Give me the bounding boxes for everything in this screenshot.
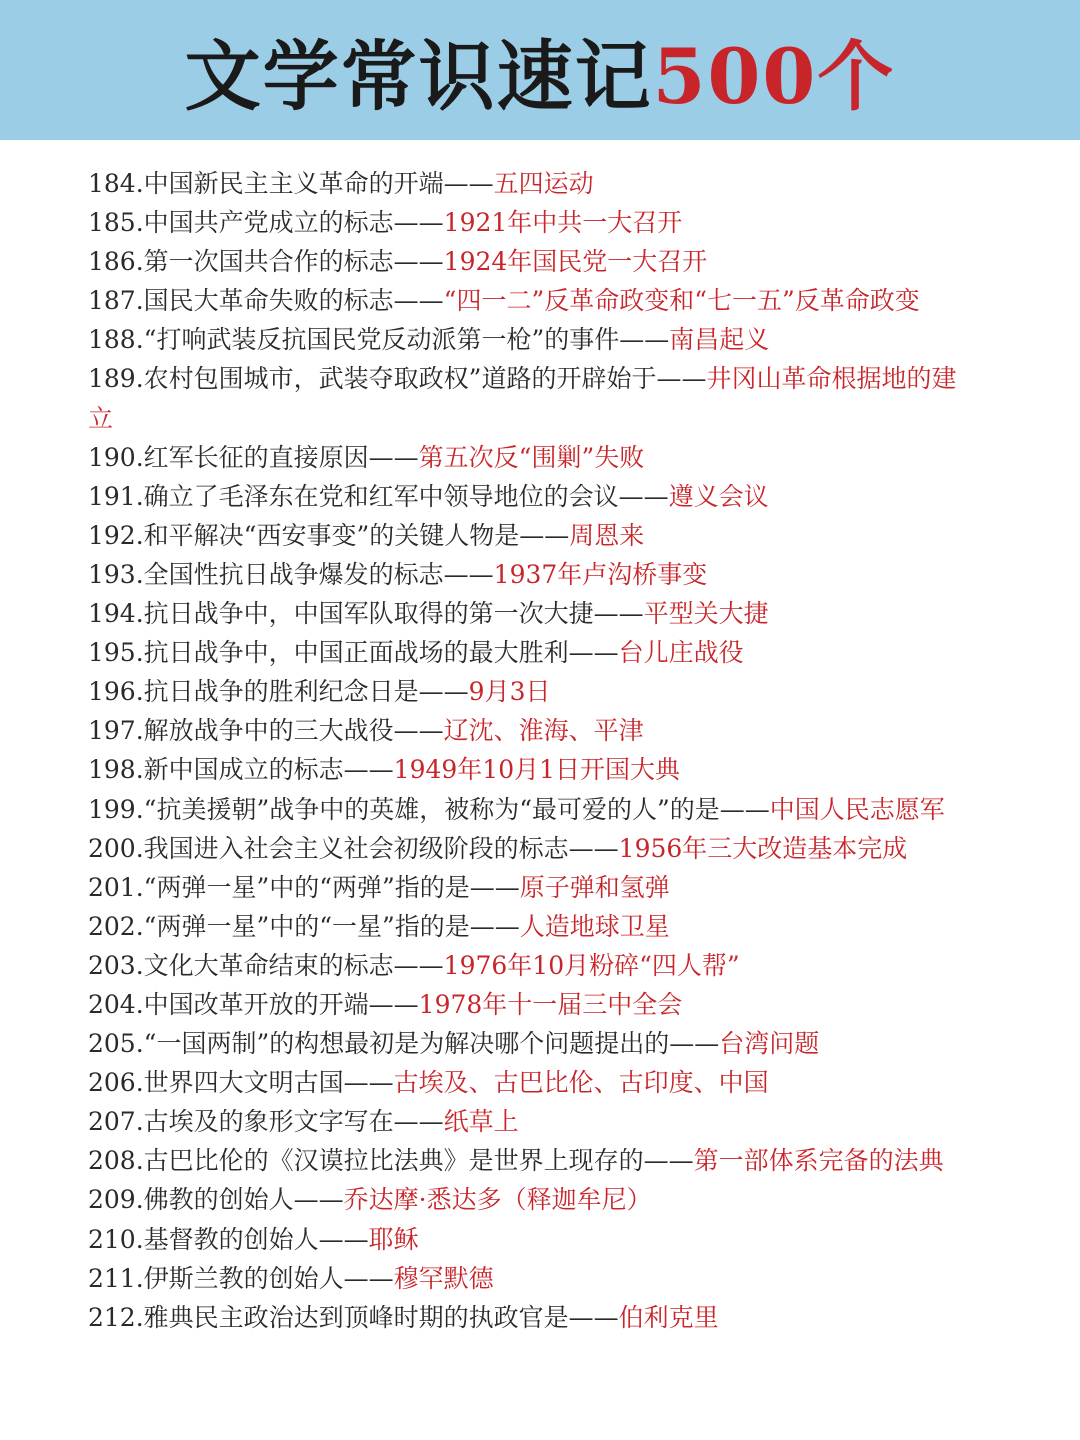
fact-answer: 中国人民志愿军 [769, 794, 945, 824]
fact-item [88, 1024, 972, 1063]
fact-answer: 纸草上 [443, 1107, 519, 1137]
fact-question: 200.我国进入社会主义社会初级阶段的标志—— [88, 833, 619, 863]
fact-item [88, 242, 972, 281]
fact-question: 208.古巴比伦的《汉谟拉比法典》是世界上现存的—— [88, 1146, 694, 1176]
fact-answer: 南昌起义 [669, 325, 770, 355]
fact-question: 207.古埃及的象形文字写在—— [88, 1107, 444, 1137]
fact-question: 193.全国性抗日战争爆发的标志—— [88, 559, 494, 589]
fact-question: 195.抗日战争中，中国正面战场的最大胜利—— [88, 638, 619, 668]
fact-answer: 1937年卢沟桥事变 [493, 559, 708, 589]
fact-list [88, 164, 972, 1337]
title-accent: 500个 [652, 31, 896, 121]
fact-item [88, 1298, 972, 1337]
fact-question: 186.第一次国共合作的标志—— [88, 247, 444, 277]
fact-question: 192.和平解决“西安事变”的关键人物是—— [88, 520, 570, 550]
fact-item [88, 1102, 972, 1141]
title-banner [0, 0, 1080, 140]
fact-answer: 1924年国民党一大召开 [443, 247, 708, 277]
fact-question: 203.文化大革命结束的标志—— [88, 950, 444, 980]
fact-item [88, 985, 972, 1024]
fact-item [88, 477, 972, 516]
page-title [185, 16, 896, 125]
fact-answer: 辽沈、淮海、平津 [443, 716, 644, 746]
fact-item [88, 281, 972, 320]
fact-item [88, 1063, 972, 1102]
fact-item [88, 1220, 972, 1259]
fact-question: 201.“两弹一星”中的“两弹”指的是—— [88, 872, 520, 902]
fact-answer: 第一部体系完备的法典 [693, 1146, 944, 1176]
fact-item [88, 1259, 972, 1298]
fact-item [88, 438, 972, 477]
fact-item [88, 359, 972, 437]
fact-question: 185.中国共产党成立的标志—— [88, 208, 444, 238]
fact-question: 202.“两弹一星”中的“一星”指的是—— [88, 911, 520, 941]
fact-answer: 1921年中共一大召开 [443, 208, 683, 238]
fact-item [88, 1141, 972, 1180]
fact-item [88, 633, 972, 672]
fact-answer: 耶稣 [368, 1224, 419, 1254]
fact-answer: 第五次反“围剿”失败 [418, 442, 645, 472]
fact-answer: 台儿庄战役 [618, 638, 744, 668]
fact-question: 189.农村包围城市，武装夺取政权”道路的开辟始于—— [88, 364, 707, 394]
fact-question: 184.中国新民主主义革命的开端—— [88, 169, 494, 198]
title-main: 文学常识速记 [184, 31, 653, 121]
fact-answer: 1949年10月1日开国大典 [393, 755, 681, 785]
fact-item [88, 790, 972, 829]
fact-question: 210.基督教的创始人—— [88, 1224, 369, 1254]
fact-question: 204.中国改革开放的开端—— [88, 989, 419, 1019]
fact-question: 198.新中国成立的标志—— [88, 755, 394, 785]
fact-question: 212.雅典民主政治达到顶峰时期的执政官是—— [88, 1302, 619, 1332]
fact-question: 190.红军长征的直接原因—— [88, 442, 419, 472]
fact-answer: 1956年三大改造基本完成 [618, 833, 908, 863]
fact-item [88, 1180, 972, 1219]
fact-item [88, 672, 972, 711]
fact-item [88, 868, 972, 907]
fact-answer: 穆罕默德 [393, 1263, 494, 1293]
fact-question: 194.抗日战争中，中国军队取得的第一次大捷—— [88, 599, 644, 629]
fact-answer: “四一二”反革命政变和“七一五”反革命政变 [443, 286, 920, 316]
fact-answer: 9月3日 [468, 677, 551, 707]
fact-question: 209.佛教的创始人—— [88, 1185, 344, 1215]
fact-item [88, 555, 972, 594]
fact-item [88, 594, 972, 633]
fact-answer: 1978年十一届三中全会 [418, 989, 683, 1019]
fact-answer: 平型关大捷 [643, 599, 769, 629]
fact-item [88, 907, 972, 946]
fact-answer: 伯利克里 [618, 1302, 719, 1332]
fact-item [88, 516, 972, 555]
fact-question: 205.“一国两制”的构想最初是为解决哪个问题提出的—— [88, 1029, 720, 1059]
fact-question: 188.“打响武装反抗国民党反动派第一枪”的事件—— [88, 325, 670, 355]
fact-answer: 遵义会议 [668, 481, 769, 511]
fact-answer: 周恩来 [569, 520, 645, 550]
fact-item [88, 946, 972, 985]
fact-answer: 乔达摩·悉达多（释迦牟尼） [343, 1185, 652, 1215]
fact-item [88, 750, 972, 789]
fact-question: 191.确立了毛泽东在党和红军中领导地位的会议—— [88, 481, 669, 511]
fact-item [88, 203, 972, 242]
fact-item [88, 320, 972, 359]
fact-question: 196.抗日战争的胜利纪念日是—— [88, 677, 469, 707]
fact-question: 187.国民大革命失败的标志—— [88, 286, 444, 316]
fact-answer: 古埃及、古巴比伦、古印度、中国 [393, 1068, 769, 1098]
fact-item [88, 711, 972, 750]
fact-answer: 五四运动 [493, 169, 594, 198]
fact-item [88, 164, 972, 203]
fact-answer: 原子弹和氢弹 [519, 872, 670, 902]
fact-answer: 台湾问题 [719, 1029, 820, 1059]
fact-question: 199.“抗美援朝”战争中的英雄，被称为“最可爱的人”的是—— [88, 794, 770, 824]
fact-question: 206.世界四大文明古国—— [88, 1068, 394, 1098]
fact-answer: 井冈山革命根据地的建立 [88, 364, 957, 433]
fact-answer: 人造地球卫星 [519, 911, 670, 941]
fact-question: 211.伊斯兰教的创始人—— [88, 1263, 394, 1293]
fact-item [88, 829, 972, 868]
fact-question: 197.解放战争中的三大战役—— [88, 716, 444, 746]
fact-answer: 1976年10月粉碎“四人帮” [443, 950, 740, 980]
